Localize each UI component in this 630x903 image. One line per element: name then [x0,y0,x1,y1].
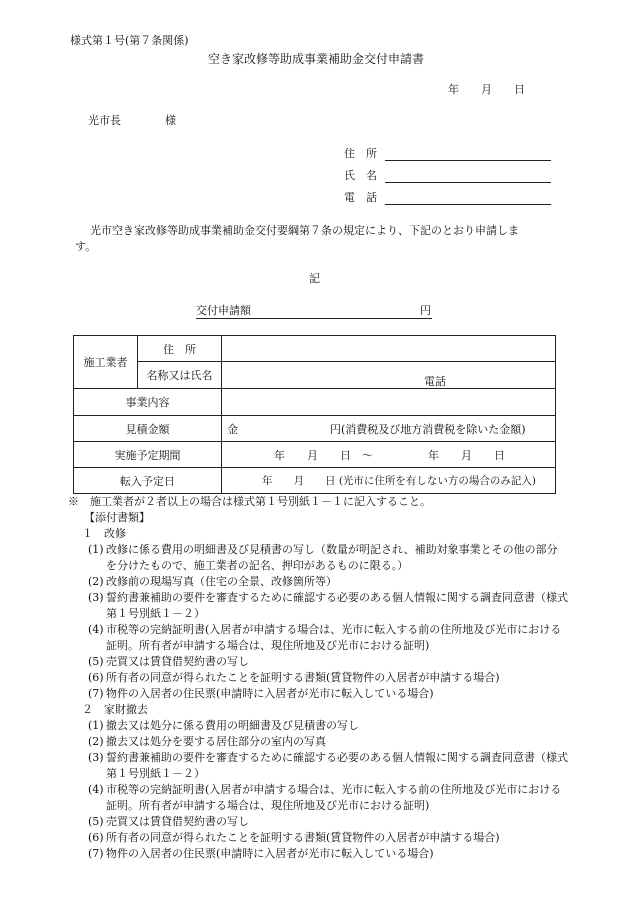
section2-item [68,782,568,814]
document-title: 空き家改修等助成事業補助金交付申請書 [208,52,425,66]
intro-text-line1: 光市空き家改修等助成事業補助金交付要綱第７条の規定により、下記のとおり申請しま [90,224,519,237]
amount-label: 交付申請額 [196,304,251,317]
contractor-address-label: 住 所 [138,336,222,362]
applicant-phone-line [385,204,551,205]
item-text: 市税等の完納証明書(入居者が申請する場合は、光市に転入する前の住所地及び光市における証明。所有者が申請する場合は、現住所地及び光市における証明) [106,783,562,812]
item-text: 市税等の完納証明書(入居者が申請する場合は、光市に転入する前の住所地及び光市における証明。所有者が申請する場合は、現住所地及び光市における証明) [106,623,562,652]
item-text: 売買又は賃貸借契約書の写し [106,815,249,828]
contractor-address-field[interactable] [222,336,556,362]
section1-item [68,654,568,670]
applicant-address-line [385,160,551,161]
notes-section [68,494,568,862]
section2-item [68,830,568,846]
attachments-title: 【添付書類】 [84,511,150,524]
section1-list [68,542,568,702]
work-content-field[interactable] [222,389,556,416]
move-in-field[interactable]: 年 月 日 (光市に住所を有しない方の場合のみ記入) [222,468,556,494]
section2-title: ２ 家財撤去 [82,703,148,716]
section1-item [68,542,568,574]
section2-item [68,734,568,750]
item-number: (1) [88,719,104,732]
contractor-name-field[interactable] [222,362,556,389]
contractor-note: ※ 施工業者が２者以上の場合は様式第１号別紙１－１に記入すること。 [68,495,431,508]
move-in-label: 転入予定日 [74,468,222,494]
estimate-field[interactable] [222,416,556,442]
contractor-phone-label: 電話 [424,375,446,388]
applicant-address-label: 住 所 [344,147,377,160]
form-number: 様式第１号(第７条関係) [70,34,189,47]
contractor-name-label: 名称又は氏名 [138,362,222,389]
item-number: (7) [88,687,104,700]
item-text: 撤去又は処分に係る費用の明細書及び見積書の写し [106,719,359,732]
section2-list [68,718,568,862]
item-number: (4) [88,623,104,636]
section1-title: １ 改修 [82,527,126,540]
applicant-phone-label: 電 話 [344,191,377,204]
section2-item [68,814,568,830]
item-text: 改修に係る費用の明細書及び見積書の写し（数量が明記され、補助対象事業とその他の部分を分けたもので、施工業者の記名、押印があるものに限る。） [106,543,558,572]
intro-text-line2: す。 [75,240,97,253]
item-text: 物件の入居者の住民票(申請時に入居者が光市に転入している場合) [106,847,434,860]
section1-item [68,670,568,686]
estimate-prefix: 金 [227,423,238,436]
item-number: (3) [88,751,104,764]
item-text: 所有者の同意が得られたことを証明する書類(賃貸物件の入居者が申請する場合) [106,671,500,684]
item-text: 撤去又は処分を要する居住部分の室内の写真 [106,735,326,748]
item-number: (2) [88,575,104,588]
section2-item [68,846,568,862]
amount-unit: 円 [420,304,431,317]
applicant-name-label: 氏 名 [344,169,377,182]
item-number: (4) [88,783,104,796]
item-text: 誓約書兼補助の要件を審査するために確認する必要のある個人情報に関する調査同意書（様式第１号別紙１－２） [106,751,568,780]
section2-item [68,718,568,734]
applicant-name-line [385,182,551,183]
item-text: 誓約書兼補助の要件を審査するために確認する必要のある個人情報に関する調査同意書（様式第１号別紙１－２） [106,591,568,620]
section1-item [68,686,568,702]
section1-item [68,622,568,654]
item-text: 改修前の現場写真（住宅の全景、改修箇所等） [106,575,337,588]
item-number: (6) [88,671,104,684]
item-number: (1) [88,543,104,556]
item-number: (6) [88,831,104,844]
application-table [73,335,556,494]
ki-heading: 記 [309,272,320,285]
item-text: 売買又は賃貸借契約書の写し [106,655,249,668]
item-number: (5) [88,655,104,668]
item-number: (2) [88,735,104,748]
addressee: 光市長 様 [88,114,176,127]
section1-item [68,590,568,622]
amount-underline [196,318,432,319]
estimate-label: 見積金額 [74,416,222,442]
item-number: (5) [88,815,104,828]
item-number: (7) [88,847,104,860]
section2-item [68,750,568,782]
item-text: 所有者の同意が得られたことを証明する書類(賃貸物件の入居者が申請する場合) [106,831,500,844]
period-label: 実施予定期間 [74,442,222,468]
date-line: 年 月 日 [448,83,525,96]
contractor-label: 施工業者 [74,336,138,389]
estimate-suffix: 円(消費税及び地方消費税を除いた金額) [330,423,526,436]
section1-item [68,574,568,590]
item-number: (3) [88,591,104,604]
work-content-label: 事業内容 [74,389,222,416]
item-text: 物件の入居者の住民票(申請時に入居者が光市に転入している場合) [106,687,434,700]
period-field[interactable]: 年 月 日 ～ 年 月 日 [222,442,556,468]
